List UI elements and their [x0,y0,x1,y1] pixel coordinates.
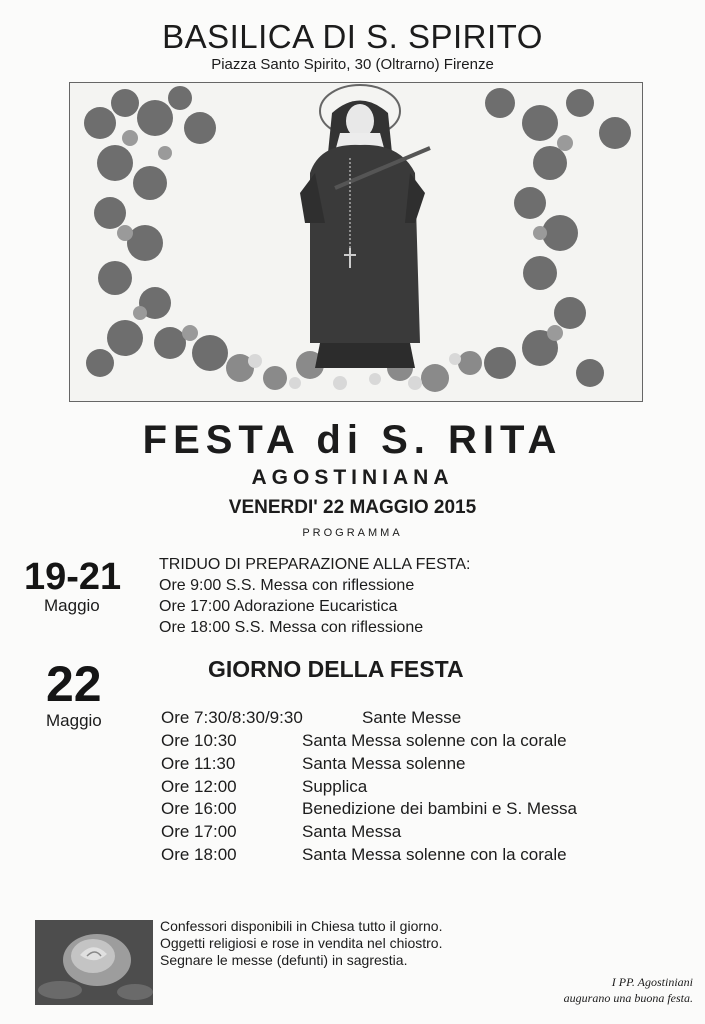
triduo-month: Maggio [44,596,100,615]
triduo-line: Ore 17:00 Adorazione Eucaristica [159,598,398,615]
saint-rita-statue-image [70,83,642,401]
schedule-time: Ore 17:00 [161,822,237,841]
programma-label: PROGRAMMA [302,527,403,539]
schedule-time: Ore 11:30 [161,754,236,773]
signature-line: augurano una buona festa. [563,991,693,1005]
rose-thumbnail [35,920,153,1005]
schedule-time: Ore 18:00 [161,845,237,864]
schedule-description: Santa Messa solenne con la corale [302,845,567,864]
saint-rita-photo [69,82,643,402]
schedule-time: Ore 12:00 [161,777,237,796]
rose-image [35,920,153,1005]
schedule-time: Ore 10:30 [161,731,237,750]
event-title: FESTA di S. RITA [142,418,563,462]
info-note: Segnare le messe (defunti) in sagrestia. [160,952,408,968]
triduo-line: Ore 18:00 S.S. Messa con riflessione [159,619,424,636]
church-address: Piazza Santo Spirito, 30 (Oltrarno) Firenze [211,56,494,73]
triduo-days: 19-21 [24,556,122,598]
schedule-description: Sante Messe [362,708,462,727]
signature-line: I PP. Agostiniani [611,975,693,989]
info-note: Oggetti religiosi e rose in vendita nel chiostro. [160,935,443,951]
event-date: VENERDI' 22 MAGGIO 2015 [228,497,477,518]
schedule-description: Santa Messa solenne con la corale [302,731,567,750]
schedule-description: Santa Messa solenne [302,754,466,773]
schedule-description: Supplica [302,777,368,796]
church-title: BASILICA DI S. SPIRITO [162,18,543,55]
schedule-time: Ore 16:00 [161,799,237,818]
info-note: Confessori disponibili in Chiesa tutto il giorno. [160,918,443,934]
festa-day-heading: GIORNO DELLA FESTA [208,656,464,682]
festa-day-month: Maggio [46,711,102,730]
schedule-description: Santa Messa [302,822,402,841]
schedule-time: Ore 7:30/8:30/9:30 [161,708,303,727]
festa-day-number: 22 [46,656,102,712]
event-subtitle: AGOSTINIANA [251,466,454,489]
triduo-line: Ore 9:00 S.S. Messa con riflessione [159,577,415,594]
triduo-heading: TRIDUO DI PREPARAZIONE ALLA FESTA: [159,556,471,573]
schedule-description: Benedizione dei bambini e S. Messa [302,799,577,818]
